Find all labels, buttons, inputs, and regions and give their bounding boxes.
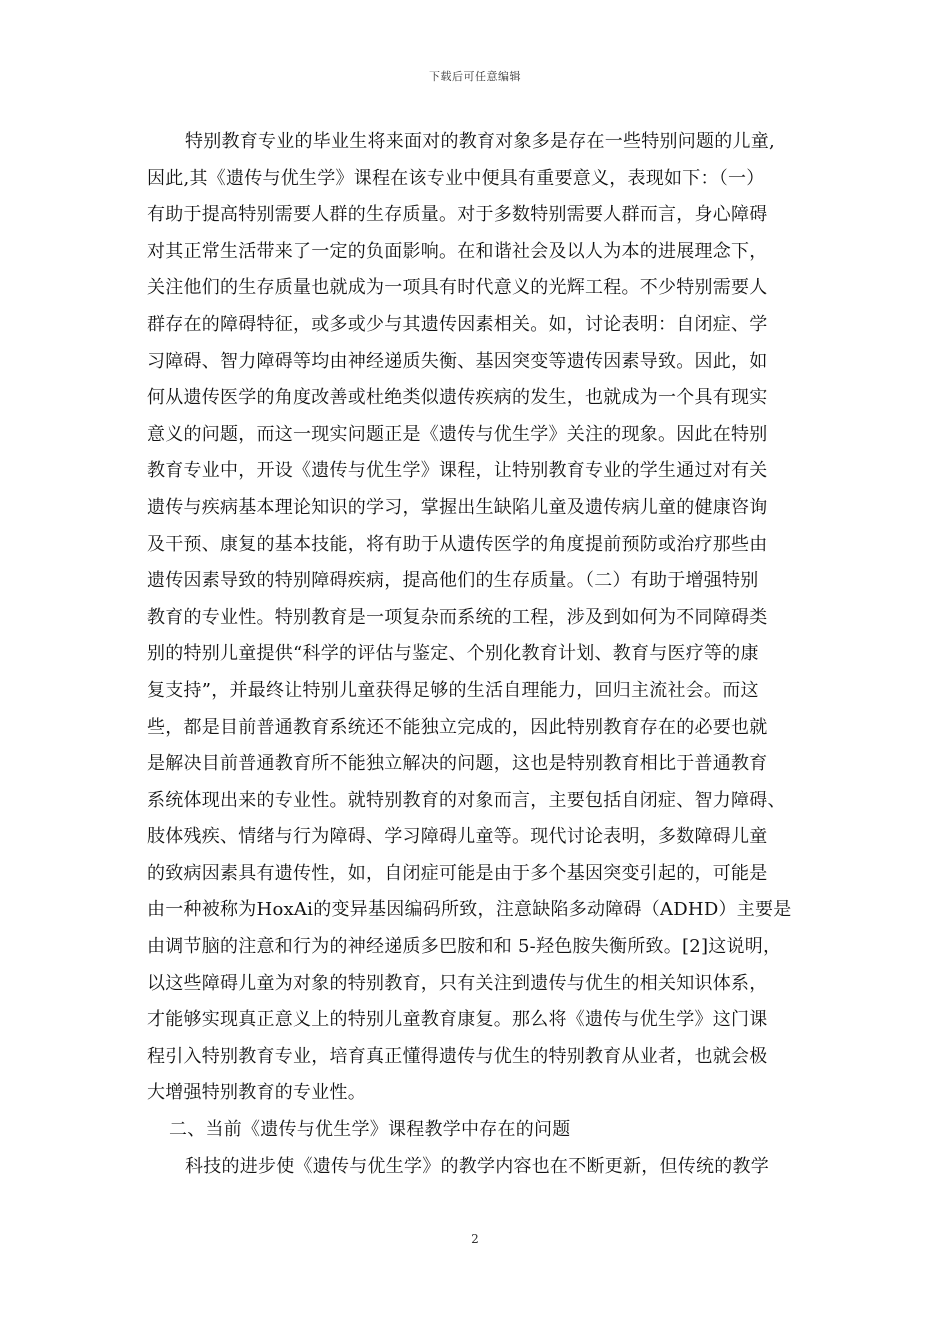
paragraph-line: 复支持”，并最终让特别儿童获得足够的生活自理能力，回归主流社会。而这 xyxy=(147,679,759,701)
page-number: 2 xyxy=(471,1232,479,1246)
paragraph-line: 意义的问题，而这一现实问题正是《遗传与优生学》关注的现象。因此在特别 xyxy=(147,423,768,445)
paragraph-line: 些，都是目前普通教育系统还不能独立完成的，因此特别教育存在的必要也就 xyxy=(147,716,768,738)
paragraph-line: 及干预、康复的基本技能，将有助于从遗传医学的角度提前预防或治疗那些由 xyxy=(147,533,768,555)
paragraph-line: 以这些障碍儿童为对象的特别教育，只有关注到遗传与优生的相关知识体系， xyxy=(147,972,768,994)
paragraph-line: 有助于提高特别需要人群的生存质量。对于多数特别需要人群而言，身心障碍 xyxy=(147,204,768,226)
paragraph-line: 遗传因素导致的特别障碍疾病，提高他们的生存质量。（二）有助于增强特别 xyxy=(147,570,759,592)
paragraph-line: 程引入特别教育专业，培育真正懂得遗传与优生的特别教育从业者，也就会极 xyxy=(147,1045,768,1067)
paragraph-line: 才能够实现真正意义上的特别儿童教育康复。那么将《遗传与优生学》这门课 xyxy=(147,1009,768,1031)
page-header: 下载后可任意编辑 xyxy=(429,70,521,83)
paragraph-line: 对其正常生活带来了一定的负面影响。在和谐社会及以人为本的进展理念下， xyxy=(147,240,768,262)
paragraph-line: 关注他们的生存质量也就成为一项具有时代意义的光辉工程。不少特别需要人 xyxy=(147,277,768,299)
paragraph-line: 何从遗传医学的角度改善或杜绝类似遗传疾病的发生，也就成为一个具有现实 xyxy=(147,387,768,409)
body-text xyxy=(147,124,807,1185)
paragraph-line: 由一种被称为HoxAi的变异基因编码所致，注意缺陷多动障碍（ADHD）主要是 xyxy=(147,899,792,921)
paragraph-line: 群存在的障碍特征，或多或少与其遗传因素相关。如，讨论表明：自闭症、学 xyxy=(147,313,768,335)
paragraph-line: 别的特别儿童提供“科学的评估与鉴定、个别化教育计划、教育与医疗等的康 xyxy=(147,643,759,665)
paragraph-line: 大增强特别教育的专业性。 xyxy=(147,1082,366,1104)
paragraph-line: 习障碍、智力障碍等均由神经递质失衡、基因突变等遗传因素导致。因此，如 xyxy=(147,350,768,372)
paragraph-line: 肢体残疾、情绪与行为障碍、学习障碍儿童等。现代讨论表明，多数障碍儿童 xyxy=(147,826,768,848)
paragraph-line: 的致病因素具有遗传性，如，自闭症可能是由于多个基因突变引起的，可能是 xyxy=(147,862,768,884)
paragraph-line: 是解决目前普通教育所不能独立解决的问题，这也是特别教育相比于普通教育 xyxy=(147,753,768,775)
paragraph-line: 教育专业中，开设《遗传与优生学》课程，让特别教育专业的学生通过对有关 xyxy=(147,460,768,482)
paragraph-line: 科技的进步使《遗传与优生学》的教学内容也在不断更新，但传统的教学 xyxy=(185,1155,769,1177)
paragraph-line: 系统体现出来的专业性。就特别教育的对象而言，主要包括自闭症、智力障碍、 xyxy=(147,789,786,811)
paragraph-line: 特别教育专业的毕业生将来面对的教育对象多是存在一些特别问题的儿童, xyxy=(185,131,775,152)
paragraph-line: 因此,其《遗传与优生学》课程在该专业中便具有重要意义，表现如下：（一） xyxy=(147,167,765,189)
paragraph-line: 由调节脑的注意和行为的神经递质多巴胺和和 5-羟色胺失衡所致。[2]这说明， xyxy=(147,936,782,958)
section-heading: 二、当前《遗传与优生学》课程教学中存在的问题 xyxy=(169,1119,571,1141)
paragraph-line: 教育的专业性。特别教育是一项复杂而系统的工程，涉及到如何为不同障碍类 xyxy=(147,606,768,628)
paragraph-line: 遗传与疾病基本理论知识的学习，掌握出生缺陷儿童及遗传病儿童的健康咨询 xyxy=(147,496,768,518)
